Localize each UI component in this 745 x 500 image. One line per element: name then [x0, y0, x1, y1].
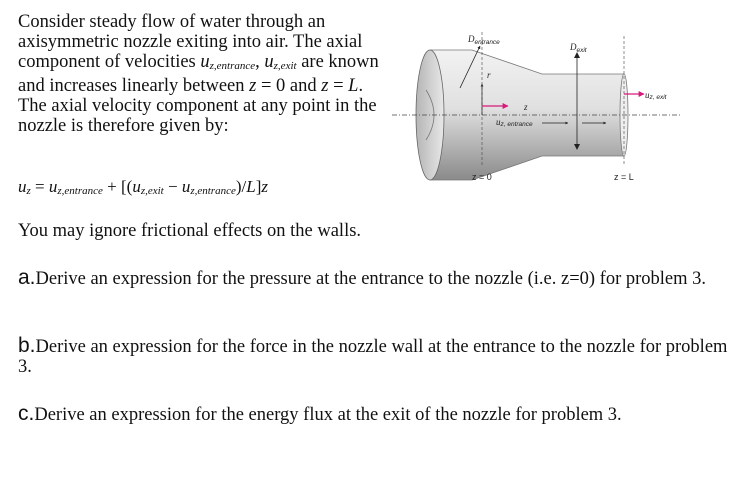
zL-label: z = L	[614, 172, 634, 182]
z-label: z	[524, 102, 528, 112]
f-sub: z,entrance	[190, 185, 236, 197]
f-eq: =	[30, 177, 49, 196]
f-z: z	[261, 177, 268, 196]
question-text: Derive an expression for the force in the nozzle wall at the entrance to the nozzle for problem 3.	[18, 337, 728, 377]
f-op: ]	[255, 177, 262, 196]
u-exit-label: uz, exit	[645, 90, 667, 101]
f-u: u	[132, 177, 141, 196]
d-exit-label: $D_{exit}$	[570, 42, 587, 54]
intro-text-2: are known and increases linearly between	[18, 52, 379, 96]
var-u: u	[264, 52, 274, 72]
question-label: b.	[18, 334, 36, 357]
f-sub: z,exit	[140, 185, 164, 197]
question-label: a.	[18, 266, 36, 289]
f-u: u	[48, 177, 58, 196]
var-z: z	[249, 76, 257, 96]
z0-label: z = 0	[472, 172, 492, 182]
f-op: + [(	[102, 177, 133, 196]
f-op: )/	[235, 177, 247, 196]
intro-text-1: Consider steady flow of water through an axisymmetric nozzle exiting into air. The axial component of velocities	[18, 12, 363, 72]
u-entrance-label: uz, entrance	[496, 117, 533, 128]
intro-text-3: = 0 and	[256, 76, 322, 96]
intro-text-4: =	[328, 76, 349, 96]
intro-text-5: . The axial velocity component at any point in the nozzle is therefore given by:	[18, 76, 377, 136]
r-label: r	[487, 70, 491, 80]
comma: ,	[255, 52, 265, 72]
question-b	[18, 336, 733, 377]
friction-note: You may ignore frictional effects on the walls.	[18, 221, 362, 241]
nozzle-diagram	[392, 28, 682, 188]
f-L: L	[246, 177, 256, 196]
f-op: −	[163, 177, 182, 196]
velocity-formula	[18, 177, 268, 197]
var-L: L	[348, 76, 359, 96]
f-sub: z,entrance	[57, 185, 103, 197]
f-u: u	[181, 177, 191, 196]
d-entrance-label: $D_{entrance}$	[468, 34, 500, 46]
question-text: Derive an expression for the pressure at the entrance to the nozzle (i.e. z=0) for problem 3.	[35, 269, 707, 289]
problem-intro	[18, 12, 390, 136]
f-u: u	[18, 177, 27, 196]
question-text: Derive an expression for the energy flux at the exit of the nozzle for problem 3.	[34, 405, 622, 425]
question-a	[18, 268, 733, 289]
f-sub: z	[26, 185, 31, 197]
sub-exit: z,exit	[273, 60, 297, 72]
var-z: z	[321, 76, 329, 96]
sub-entrance: z,entrance	[209, 60, 256, 72]
question-label: c.	[18, 402, 35, 425]
question-c	[18, 404, 733, 425]
var-u: u	[200, 52, 210, 72]
